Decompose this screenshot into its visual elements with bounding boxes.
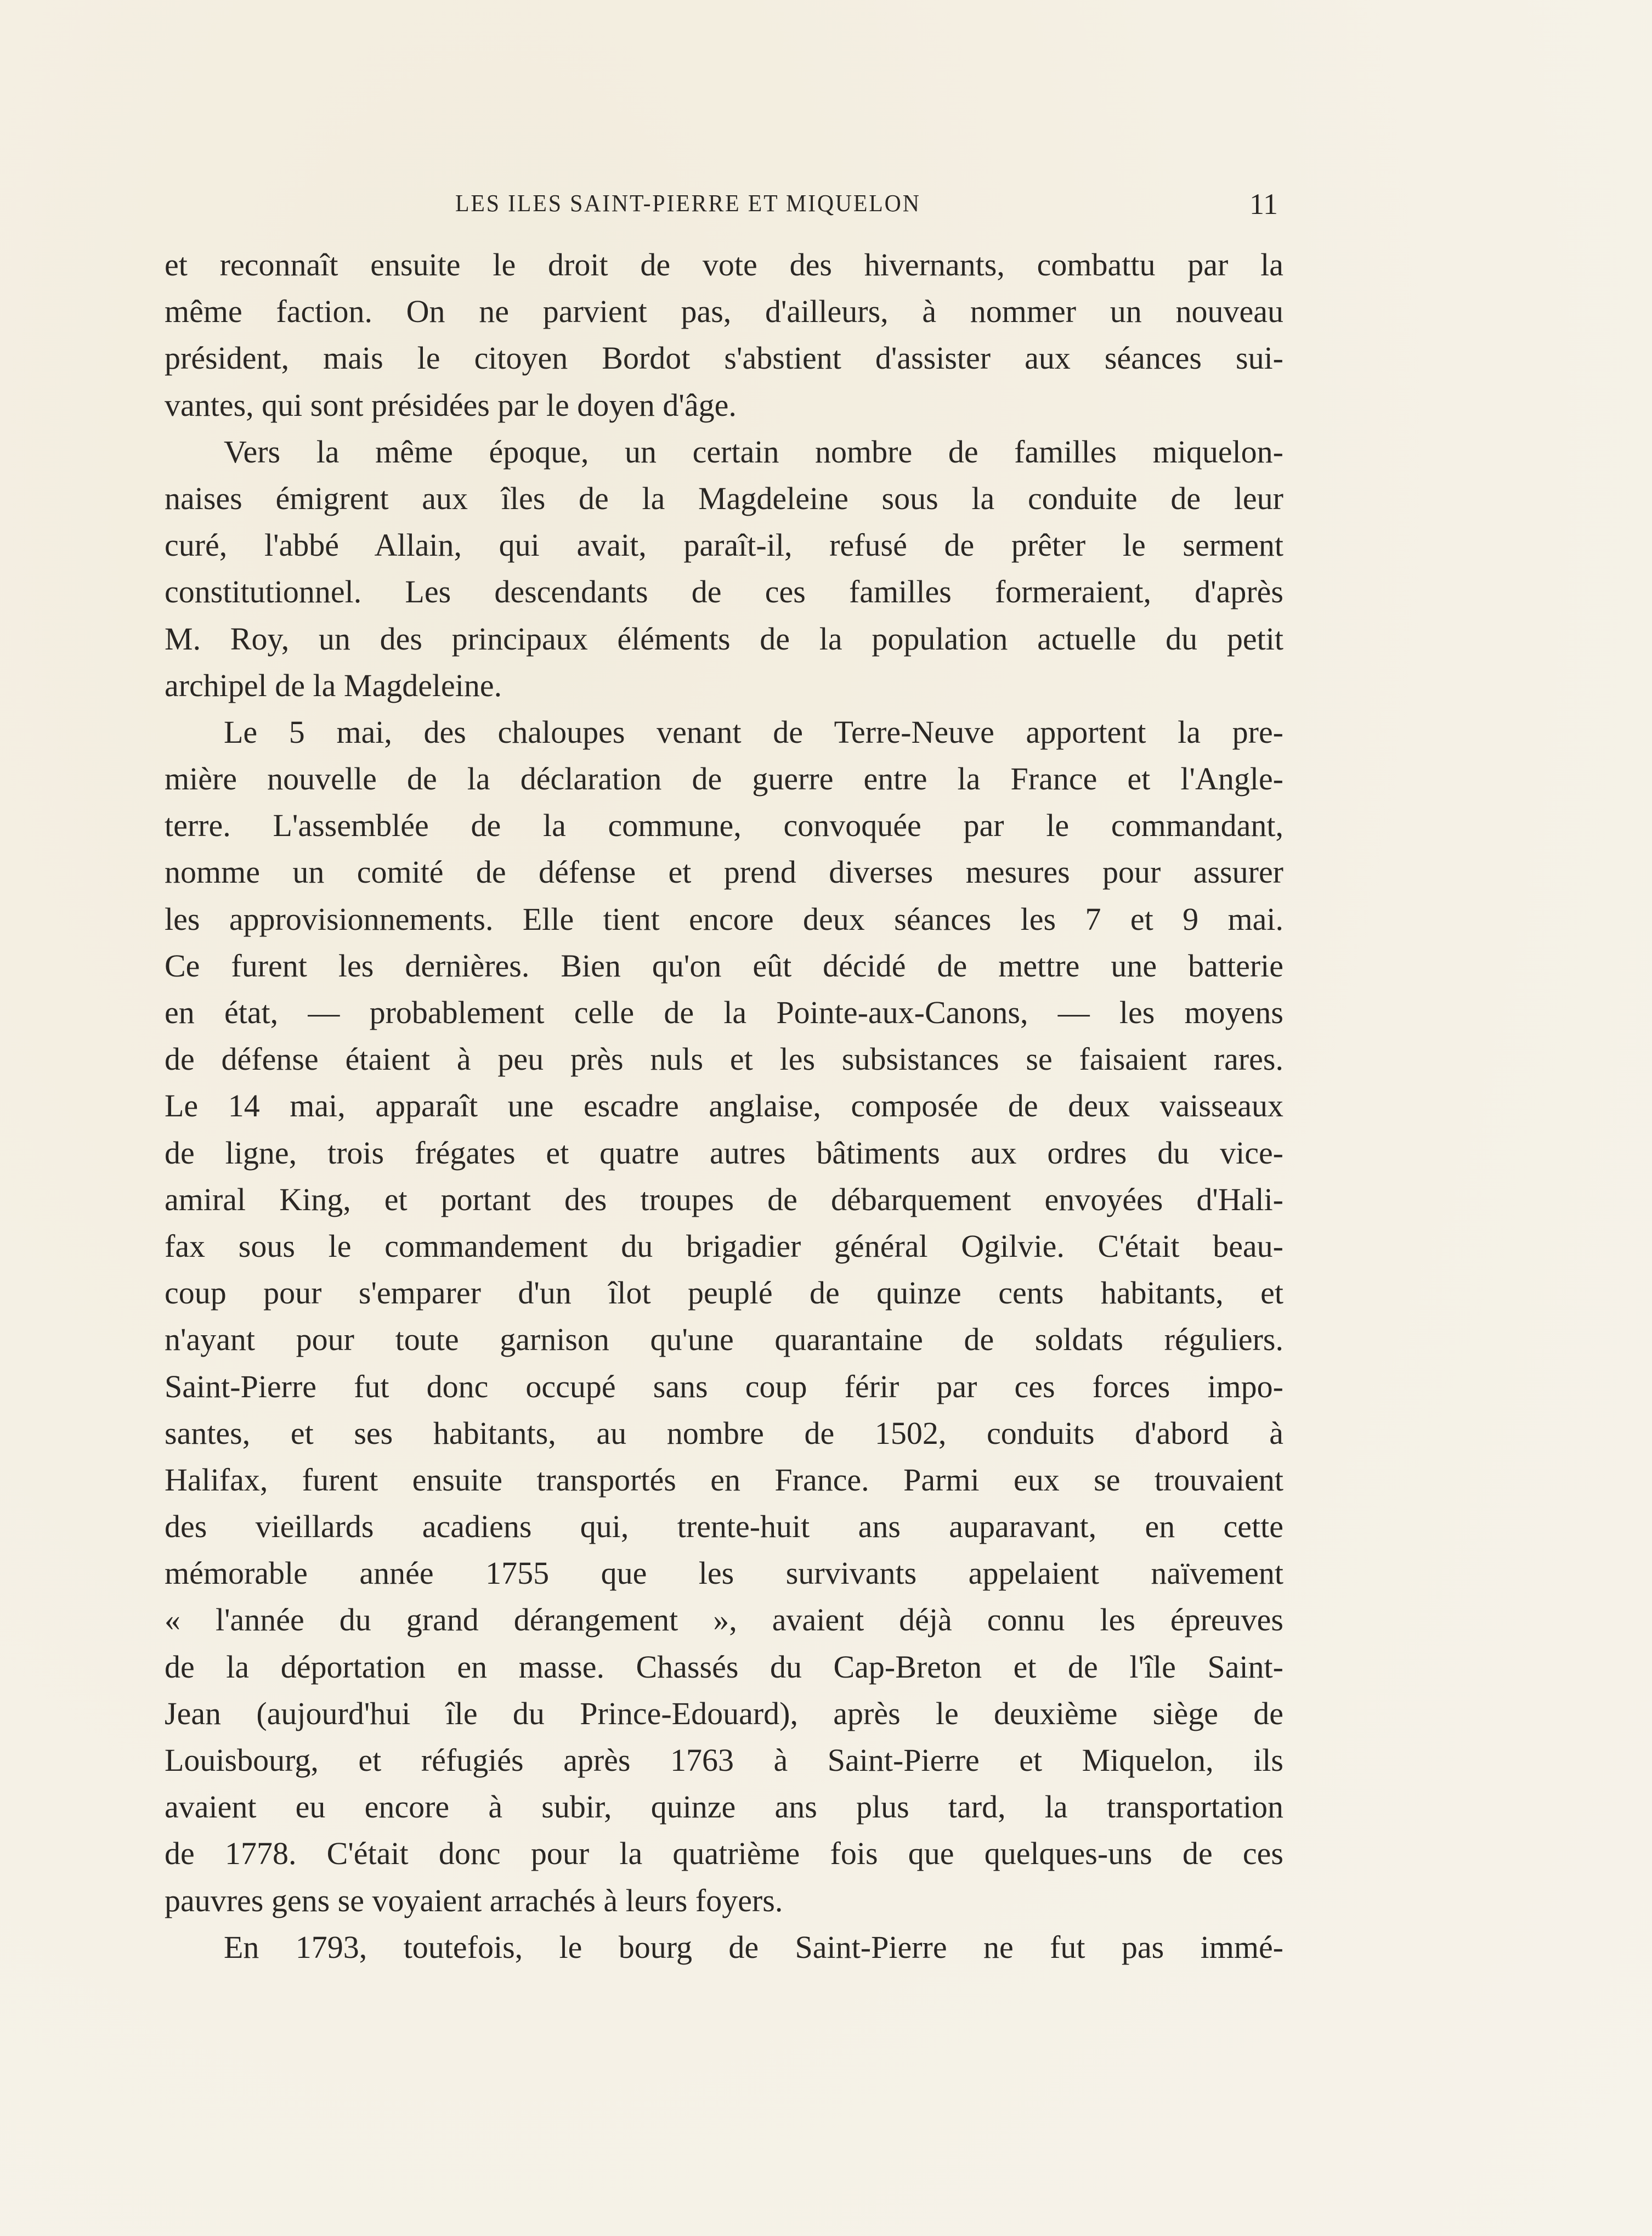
text-line: mière nouvelle de la déclaration de guerre entre la France et l'Angle-: [165, 761, 1283, 797]
text-line: Vers la même époque, un certain nombre de familles miquelon-: [224, 433, 1283, 470]
text-line: Halifax, furent ensuite transportés en France. Parmi eux se trouvaient: [165, 1461, 1283, 1498]
text-line: avaient eu encore à subir, quinze ans plus tard, la transportation: [165, 1789, 1283, 1825]
running-title: LES ILES SAINT-PIERRE ET MIQUELON: [455, 190, 921, 217]
text-line: vantes, qui sont présidées par le doyen d'âge.: [165, 387, 737, 423]
text-line: amiral King, et portant des troupes de débarquement envoyées d'Hali-: [165, 1181, 1283, 1217]
paragraph: [165, 1924, 1283, 1970]
body-text: [165, 241, 1283, 1970]
paragraph: [165, 709, 1283, 1924]
text-line: de 1778. C'était donc pour la quatrième fois que quelques-uns de ces: [165, 1836, 1283, 1872]
text-line: En 1793, toutefois, le bourg de Saint-Pierre ne fut pas immé-: [224, 1929, 1283, 1965]
text-line: Louisbourg, et réfugiés après 1763 à Saint-Pierre et Miquelon, ils: [165, 1742, 1283, 1778]
text-line: Saint-Pierre fut donc occupé sans coup férir par ces forces impo-: [165, 1368, 1283, 1404]
text-line: pauvres gens se voyaient arrachés à leurs foyers.: [165, 1882, 783, 1918]
text-line: mémorable année 1755 que les survivants appelaient naïvement: [165, 1555, 1283, 1591]
text-line: fax sous le commandement du brigadier général Ogilvie. C'était beau-: [165, 1228, 1283, 1264]
text-line: de la déportation en masse. Chassés du Cap-Breton et de l'île Saint-: [165, 1648, 1283, 1685]
text-line: M. Roy, un des principaux éléments de la population actuelle du petit: [165, 620, 1283, 657]
text-line: de ligne, trois frégates et quatre autres bâtiments aux ordres du vice-: [165, 1134, 1283, 1171]
paragraph: [165, 241, 1283, 428]
text-line: les approvisionnements. Elle tient encore deux séances les 7 et 9 mai.: [165, 901, 1283, 937]
text-line: terre. L'assemblée de la commune, convoquée par le commandant,: [165, 808, 1283, 844]
text-line: même faction. On ne parvient pas, d'ailleurs, à nommer un nouveau: [165, 293, 1283, 330]
text-line: Le 5 mai, des chaloupes venant de Terre-Neuve apportent la pre-: [224, 714, 1283, 750]
text-line: et reconnaît ensuite le droit de vote des hivernants, combattu par la: [165, 247, 1283, 283]
text-line: santes, et ses habitants, au nombre de 1502, conduits d'abord à: [165, 1415, 1283, 1451]
text-line: coup pour s'emparer d'un îlot peuplé de quinze cents habitants, et: [165, 1275, 1283, 1311]
text-line: « l'année du grand dérangement », avaient déjà connu les épreuves: [165, 1602, 1283, 1638]
running-head: [165, 189, 1283, 228]
text-line: des vieillards acadiens qui, trente-huit ans auparavant, en cette: [165, 1509, 1283, 1545]
text-line: en état, — probablement celle de la Pointe-aux-Canons, — les moyens: [165, 995, 1283, 1030]
text-line: président, mais le citoyen Bordot s'abstient d'assister aux séances sui-: [165, 340, 1283, 376]
page-number: 11: [1249, 188, 1278, 221]
text-line: n'ayant pour toute garnison qu'une quarantaine de soldats réguliers.: [165, 1322, 1283, 1358]
text-line: naises émigrent aux îles de la Magdeleine sous la conduite de leur: [165, 480, 1283, 516]
paragraph: [165, 428, 1283, 709]
text-line: Ce furent les dernières. Bien qu'on eût décidé de mettre une batterie: [165, 947, 1283, 984]
text-line: curé, l'abbé Allain, qui avait, paraît-il, refusé de prêter le serment: [165, 527, 1283, 563]
text-line: Jean (aujourd'hui île du Prince-Edouard), après le deuxième siège de: [165, 1695, 1283, 1731]
text-line: nomme un comité de défense et prend diverses mesures pour assurer: [165, 854, 1283, 890]
text-line: constitutionnel. Les descendants de ces familles formeraient, d'après: [165, 574, 1283, 610]
text-line: archipel de la Magdeleine.: [165, 667, 502, 703]
text-line: Le 14 mai, apparaît une escadre anglaise, composée de deux vaisseaux: [165, 1088, 1283, 1124]
text-line: de défense étaient à peu près nuls et les subsistances se faisaient rares.: [165, 1041, 1283, 1077]
